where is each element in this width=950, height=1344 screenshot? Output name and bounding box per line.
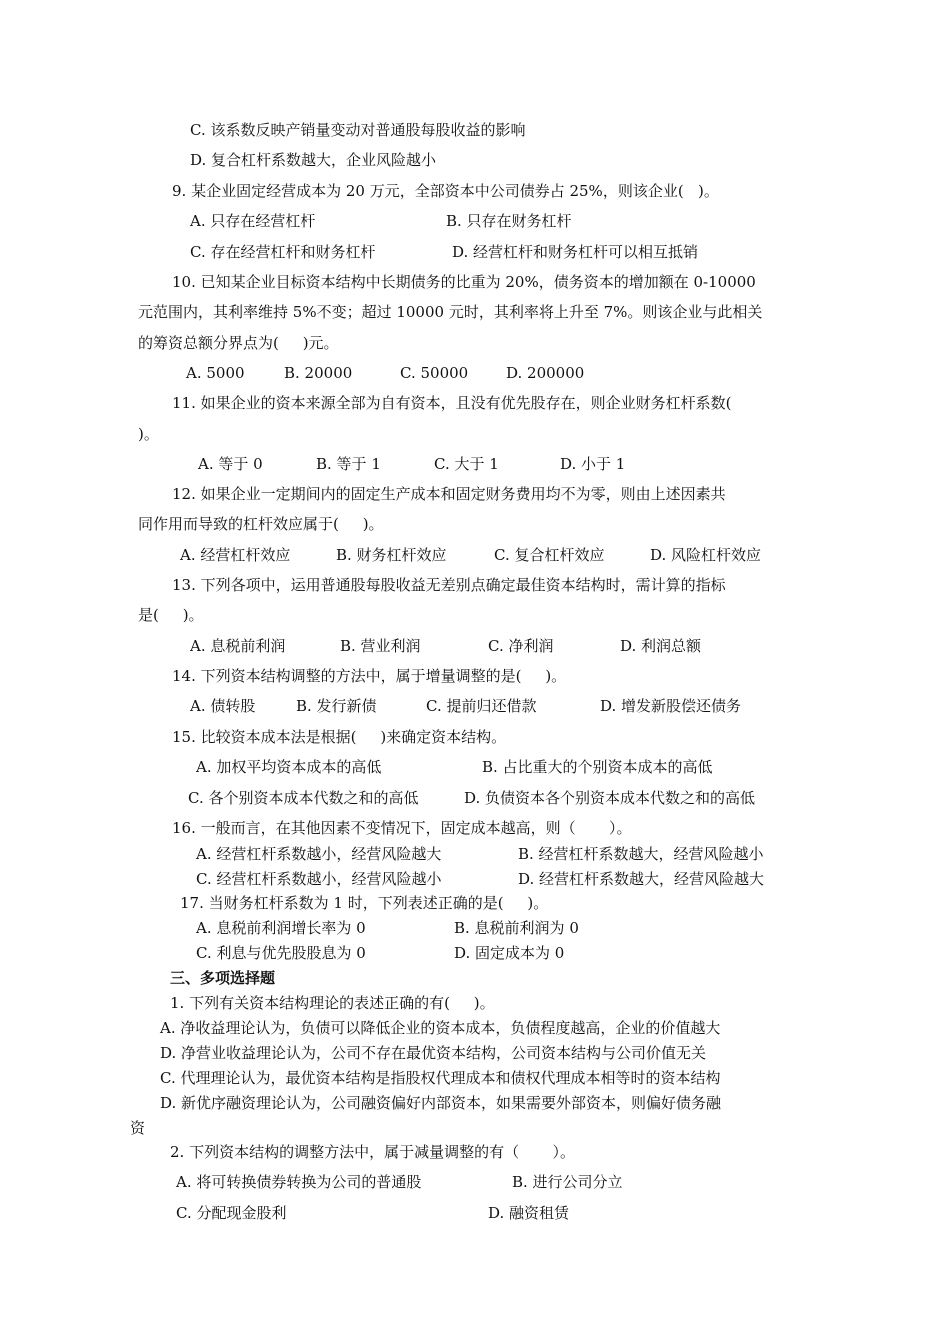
option-b-q15: B. 占比重大的个别资本成本的高低 xyxy=(482,758,713,776)
mc-option-d-q1-line-2: 资 xyxy=(130,1119,146,1137)
question-10-line-3: 的筹资总额分界点为( )元。 xyxy=(138,334,339,352)
mc-option-b-q2: B. 进行公司分立 xyxy=(512,1173,623,1191)
option-c-q13: C. 净利润 xyxy=(488,637,554,655)
option-a-q13: A. 息税前利润 xyxy=(190,637,286,655)
option-a-q9: A. 只存在经营杠杆 xyxy=(190,212,316,230)
mc-option-d-q1-line-1: D. 新优序融资理论认为，公司融资偏好内部资本，如果需要外部资本，则偏好债务融 xyxy=(160,1094,722,1112)
option-d-q13: D. 利润总额 xyxy=(620,637,702,655)
question-15: 15. 比较资本成本法是根据( )来确定资本结构。 xyxy=(172,728,507,746)
question-11-line-2: )。 xyxy=(138,425,159,443)
option-b-q14: B. 发行新债 xyxy=(296,697,377,715)
option-c-q12: C. 复合杠杆效应 xyxy=(494,546,605,564)
option-b-q12: B. 财务杠杆效应 xyxy=(336,546,447,564)
question-13-line-2: 是( )。 xyxy=(138,606,204,624)
option-c-q16: C. 经营杠杆系数越小，经营风险越小 xyxy=(196,870,442,888)
mc-question-1: 1. 下列有关资本结构理论的表述正确的有( )。 xyxy=(170,994,495,1012)
option-c-q10: C. 50000 xyxy=(400,364,469,382)
option-a-q12: A. 经营杠杆效应 xyxy=(180,546,291,564)
option-c-q8: C. 该系数反映产销量变动对普通股每股收益的影响 xyxy=(190,121,526,139)
option-c-q15: C. 各个别资本成本代数之和的高低 xyxy=(188,789,419,807)
option-b-q17: B. 息税前利润为 0 xyxy=(454,919,579,937)
option-d-q11: D. 小于 1 xyxy=(560,455,626,473)
mc-option-d-q2: D. 融资租赁 xyxy=(488,1204,570,1222)
option-c-q17: C. 利息与优先股股息为 0 xyxy=(196,944,366,962)
question-17: 17. 当财务杠杆系数为 1 时，下列表述正确的是( )。 xyxy=(180,894,549,912)
option-d-q9: D. 经营杠杆和财务杠杆可以相互抵销 xyxy=(452,243,699,261)
mc-option-c-q2: C. 分配现金股利 xyxy=(176,1204,287,1222)
mc-option-d-q1-first: D. 净营业收益理论认为，公司不存在最优资本结构，公司资本结构与公司价值无关 xyxy=(160,1044,707,1062)
mc-question-2: 2. 下列资本结构的调整方法中，属于减量调整的有（ ）。 xyxy=(170,1143,575,1161)
option-c-q9: C. 存在经营杠杆和财务杠杆 xyxy=(190,243,376,261)
question-13-line-1: 13. 下列各项中，运用普通股每股收益无差别点确定最佳资本结构时，需计算的指标 xyxy=(172,576,726,594)
option-d-q17: D. 固定成本为 0 xyxy=(454,944,565,962)
option-b-q16: B. 经营杠杆系数越大，经营风险越小 xyxy=(518,845,764,863)
option-d-q8: D. 复合杠杆系数越大，企业风险越小 xyxy=(190,151,437,169)
section-heading-multiple-choice: 三、多项选择题 xyxy=(170,969,276,987)
mc-option-c-q1: C. 代理理论认为，最优资本结构是指股权代理成本和债权代理成本相等时的资本结构 xyxy=(160,1069,721,1087)
option-b-q10: B. 20000 xyxy=(284,364,353,382)
question-11-line-1: 11. 如果企业的资本来源全部为自有资本，且没有优先股存在，则企业财务杠杆系数( xyxy=(172,394,732,412)
question-12-line-1: 12. 如果企业一定期间内的固定生产成本和固定财务费用均不为零，则由上述因素共 xyxy=(172,485,726,503)
option-d-q15: D. 负债资本各个别资本成本代数之和的高低 xyxy=(464,789,756,807)
option-a-q11: A. 等于 0 xyxy=(198,455,263,473)
option-b-q11: B. 等于 1 xyxy=(316,455,381,473)
mc-option-a-q2: A. 将可转换债券转换为公司的普通股 xyxy=(176,1173,422,1191)
question-9: 9. 某企业固定经营成本为 20 万元，全部资本中公司债券占 25%，则该企业( )。 xyxy=(172,182,719,200)
option-d-q16: D. 经营杠杆系数越大，经营风险越大 xyxy=(518,870,765,888)
option-d-q12: D. 风险杠杆效应 xyxy=(650,546,762,564)
mc-option-a-q1: A. 净收益理论认为，负债可以降低企业的资本成本，负债程度越高，企业的价值越大 xyxy=(160,1019,721,1037)
question-12-line-2: 同作用而导致的杠杆效应属于( )。 xyxy=(138,515,384,533)
option-d-q14: D. 增发新股偿还债务 xyxy=(600,697,742,715)
option-a-q17: A. 息税前利润增长率为 0 xyxy=(196,919,366,937)
option-a-q14: A. 债转股 xyxy=(190,697,256,715)
option-c-q11: C. 大于 1 xyxy=(434,455,499,473)
option-b-q9: B. 只存在财务杠杆 xyxy=(446,212,572,230)
question-10-line-1: 10. 已知某企业目标资本结构中长期债务的比重为 20%，债务资本的增加额在 0-10000 xyxy=(172,273,756,291)
question-10-line-2: 元范围内，其利率维持 5%不变；超过 10000 元时，其利率将上升至 7%。则该企业与此相关 xyxy=(138,303,763,321)
question-14: 14. 下列资本结构调整的方法中，属于增量调整的是( )。 xyxy=(172,667,567,685)
option-b-q13: B. 营业利润 xyxy=(340,637,421,655)
option-d-q10: D. 200000 xyxy=(506,364,585,382)
option-c-q14: C. 提前归还借款 xyxy=(426,697,537,715)
option-a-q16: A. 经营杠杆系数越小，经营风险越大 xyxy=(196,845,442,863)
question-16: 16. 一般而言，在其他因素不变情况下，固定成本越高，则（ ）。 xyxy=(172,819,632,837)
option-a-q10: A. 5000 xyxy=(186,364,245,382)
option-a-q15: A. 加权平均资本成本的高低 xyxy=(196,758,382,776)
